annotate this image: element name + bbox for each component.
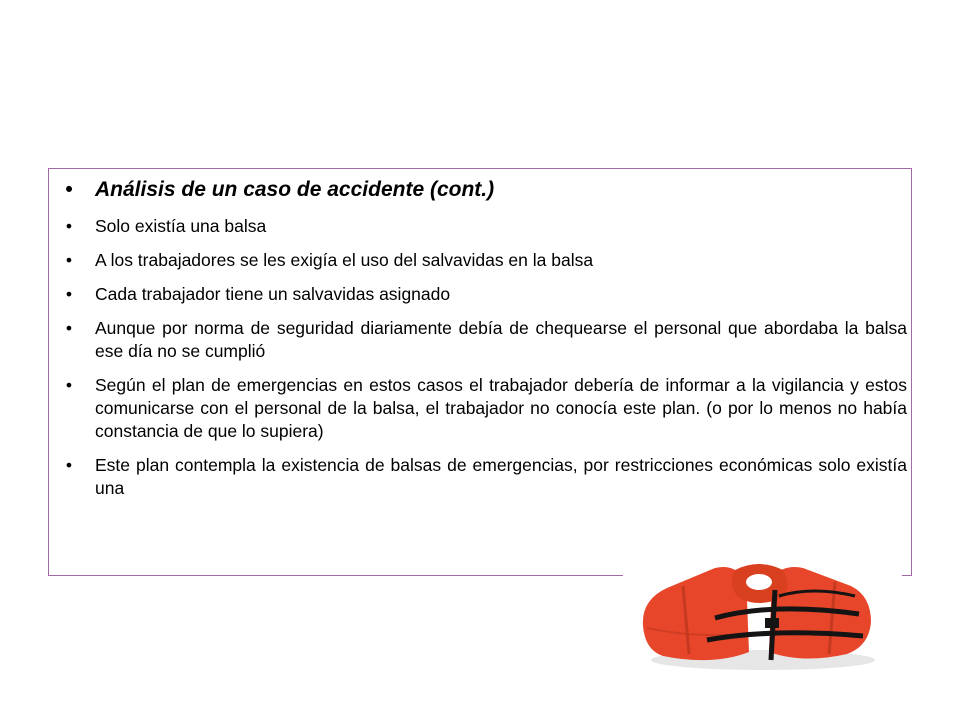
bullet-text: Según el plan de emergencias en estos casos el trabajador debería de informar a la vigilancia y estos comunicarse con el personal de la balsa, el trabajador no conocía este plan. (o por lo menos no había constancia de que lo supiera) [95,375,907,441]
bullet-list [59,177,907,511]
bullet-text: Este plan contempla la existencia de balsas de emergencias, por restricciones económicas solo existía una [95,455,907,498]
bullet-item [59,374,907,443]
bullet-dot: • [65,250,73,270]
bullet-item [59,215,907,238]
bullet-dot: • [65,216,73,236]
bullet-text: A los trabajadores se les exigía el uso del salvavidas en la balsa [95,250,594,270]
bullet-dot: • [65,375,73,395]
bullet-text: Cada trabajador tiene un salvavidas asignado [95,284,451,304]
bullet-dot: • [65,284,73,304]
bullet-dot: • [65,178,73,201]
life-vest-photo [623,556,902,677]
bullet-item [59,317,907,363]
content-box [48,168,912,576]
bullet-dot: • [65,318,73,338]
slide-heading [59,177,907,203]
bullet-text: Aunque por norma de seguridad diariamente debía de chequearse el personal que abordaba la balsa ese día no se cumplió [95,318,907,361]
life-vest-icon [623,556,902,677]
bullet-item [59,454,907,500]
bullet-text: Solo existía una balsa [95,216,267,236]
slide-heading-text: Análisis de un caso de accidente (cont.) [95,178,495,201]
bullet-item [59,249,907,272]
bullet-dot: • [65,455,73,475]
bullet-item [59,283,907,306]
